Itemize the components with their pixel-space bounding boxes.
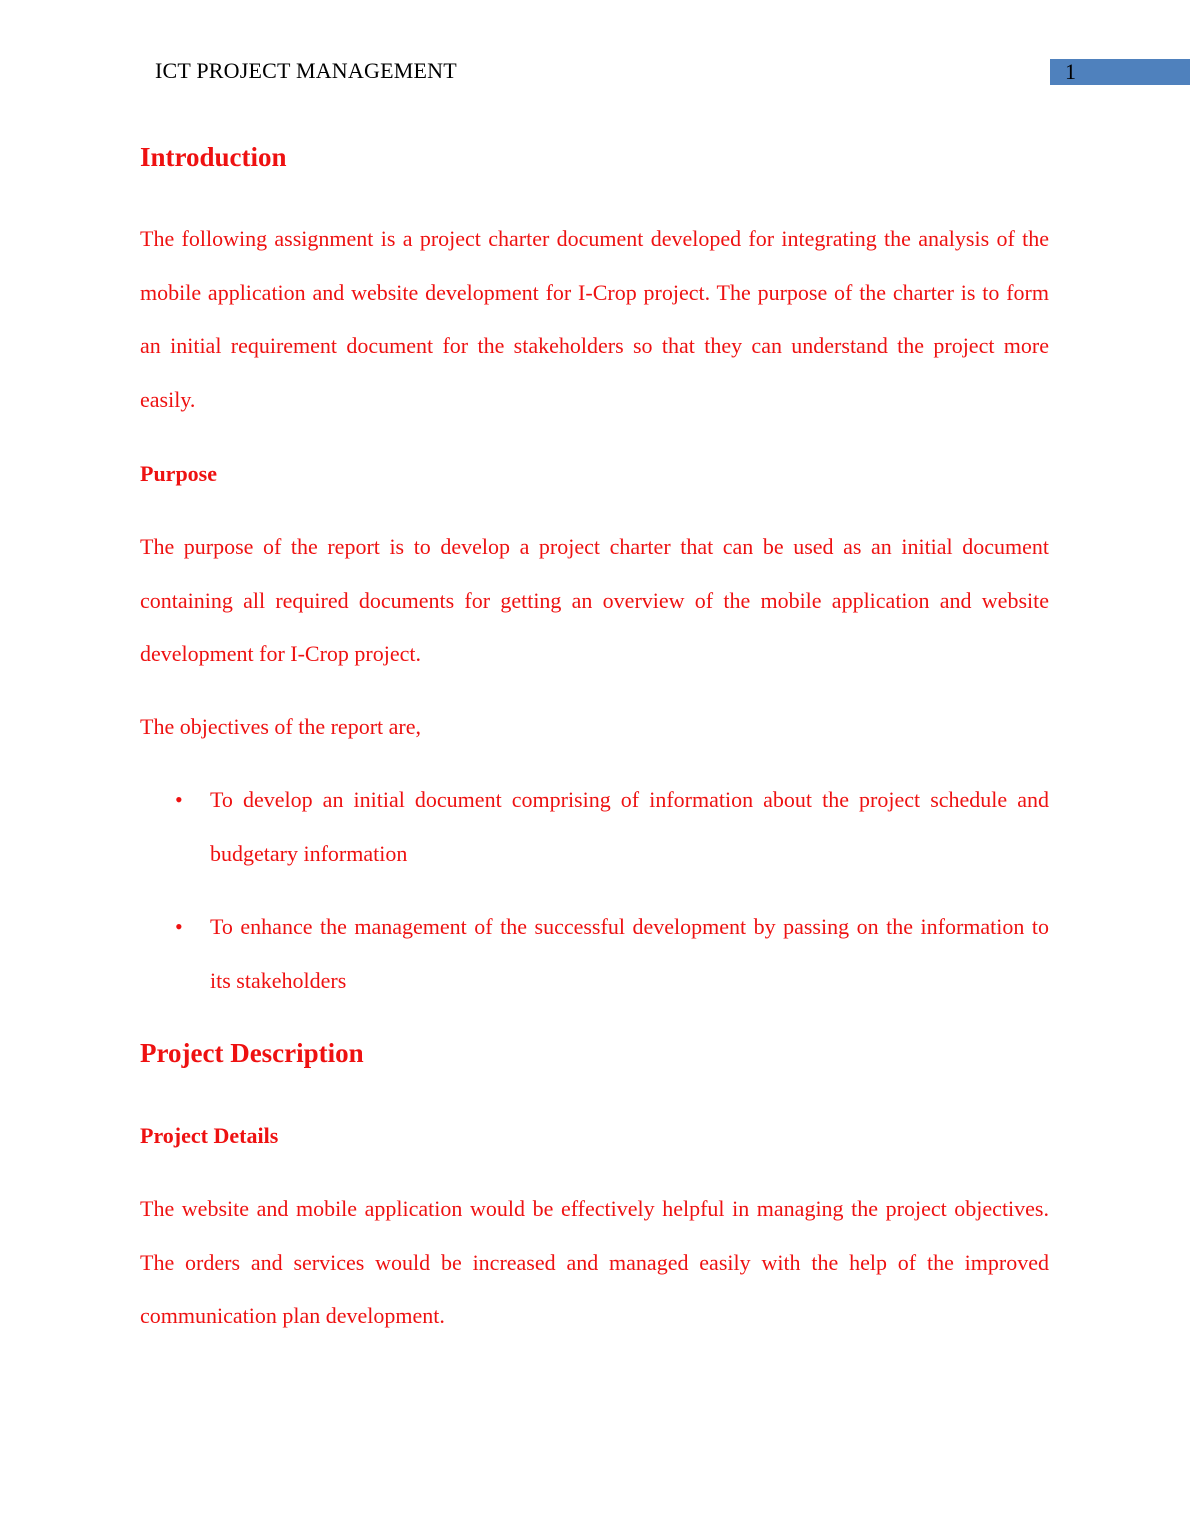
objective-text: To enhance the management of the successful development by passing on the information to its stakeholders	[210, 914, 1049, 993]
project-details-heading: Project Details	[140, 1123, 279, 1148]
bullet-icon: •	[175, 787, 183, 812]
project-description-heading: Project Description	[140, 1038, 364, 1068]
introduction-paragraph: The following assignment is a project charter document developed for integrating the analysis of the mobile application and website development for I-Crop project. The purpose of the charter is to form an initial requirement document for the stakeholders so that they can understand the project more easily.	[140, 226, 1049, 413]
purpose-paragraph: The purpose of the report is to develop a project charter that can be used as an initial document containing all required documents for getting an overview of the mobile application and website development for I-Crop project.	[140, 534, 1049, 667]
objective-list-item	[140, 900, 1049, 1007]
header-title: ICT PROJECT MANAGEMENT	[155, 58, 457, 83]
page-number: 1	[1065, 59, 1076, 84]
objectives-intro: The objectives of the report are,	[140, 714, 421, 739]
bullet-icon: •	[175, 914, 183, 939]
introduction-heading: Introduction	[140, 142, 287, 172]
purpose-heading: Purpose	[140, 461, 217, 486]
objective-list-item	[140, 773, 1049, 880]
objective-text: To develop an initial document comprising of information about the project schedule and budgetary information	[210, 787, 1049, 866]
page-number-box	[1050, 59, 1190, 85]
project-details-paragraph: The website and mobile application would be effectively helpful in managing the project objectives. The orders and services would be increased and managed easily with the help of the improved communication plan development.	[140, 1196, 1049, 1329]
